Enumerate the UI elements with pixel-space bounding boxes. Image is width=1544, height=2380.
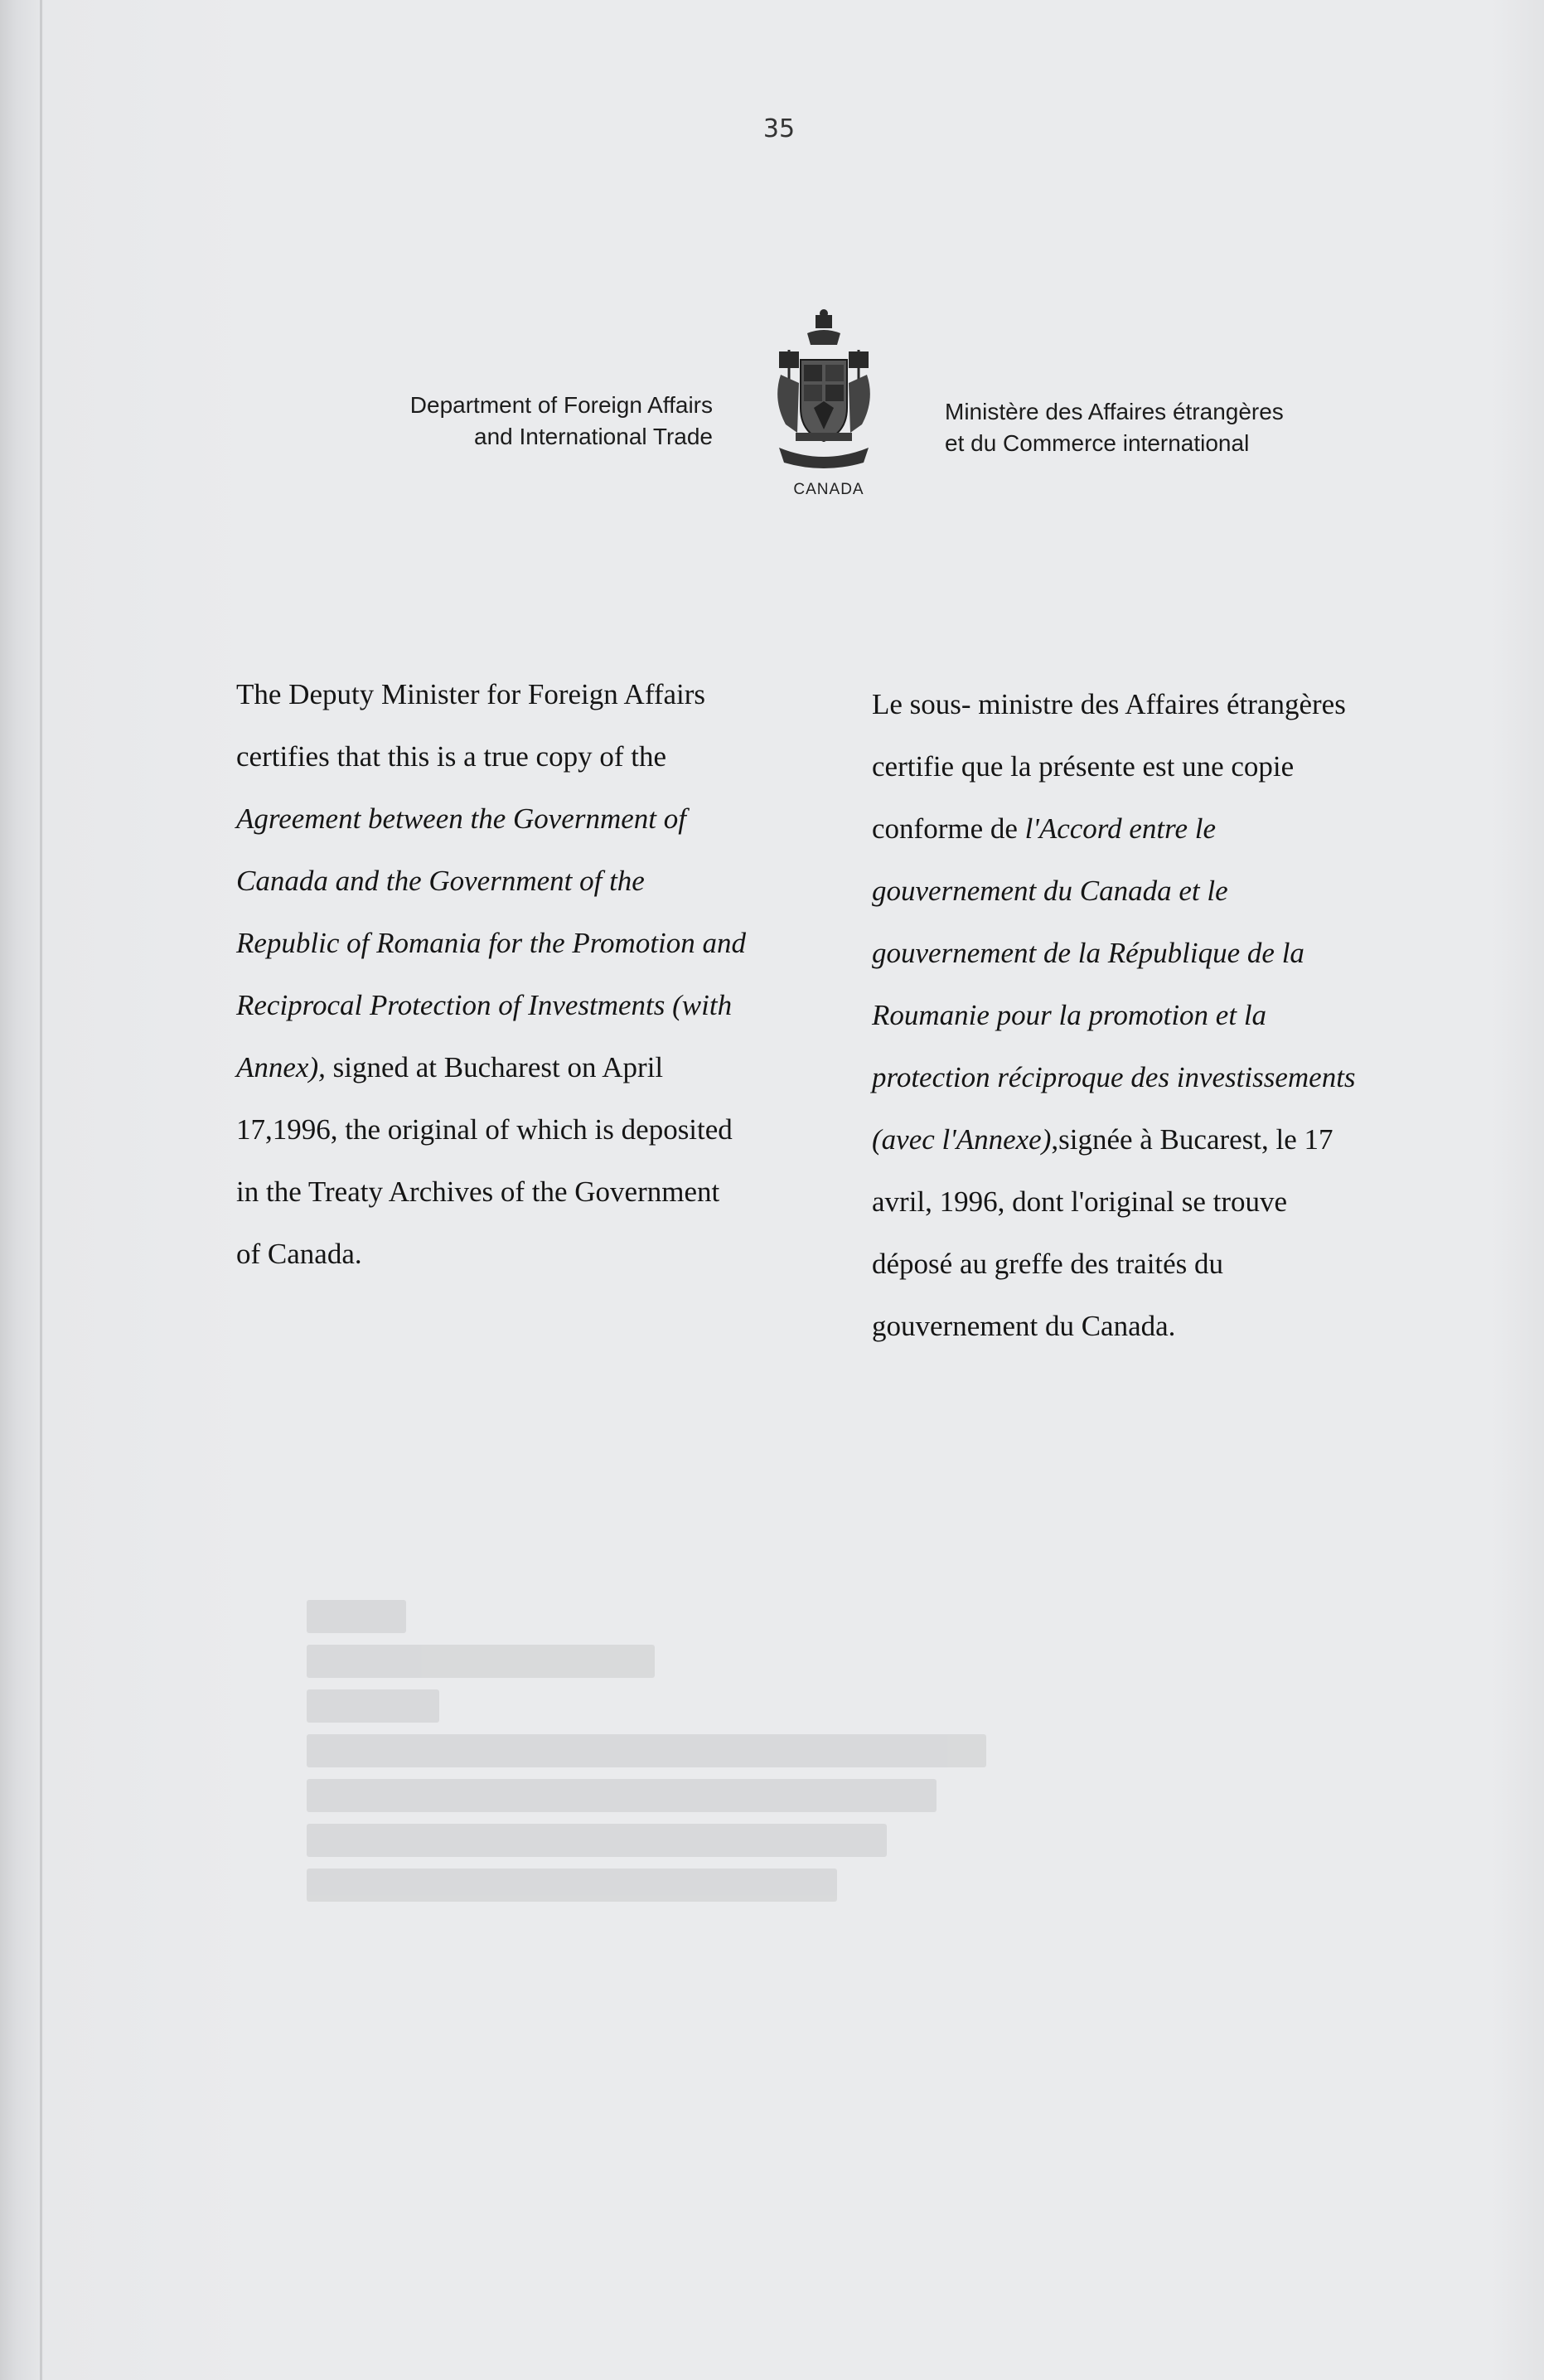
department-line: Department of Foreign Affairs — [409, 392, 713, 418]
crest-caption: CANADA — [793, 481, 864, 498]
text-line — [872, 1046, 1452, 1108]
agreement-title: Canada and the Government of the — [236, 865, 645, 897]
text-line — [872, 860, 1452, 922]
text-span: ,signée à Bucarest, le 17 — [1051, 1123, 1333, 1156]
agreement-title: Reciprocal Protection of Investments (with — [236, 989, 733, 1021]
text-line: The Deputy Minister for Foreign Affairs — [236, 678, 706, 710]
text-line — [872, 984, 1452, 1046]
agreement-title: Republic of Romania for the Promotion and — [236, 927, 747, 959]
text-line — [872, 1108, 1452, 1171]
text-line: in the Treaty Archives of the Government — [236, 1175, 720, 1208]
text-line — [872, 797, 1452, 860]
text-line: déposé au greffe des traités du — [872, 1248, 1224, 1280]
text-line: gouvernement du Canada. — [872, 1310, 1176, 1342]
text-line — [236, 912, 816, 974]
page-binding-edge — [40, 0, 42, 2380]
certification-english — [236, 663, 816, 1285]
text-line: certifies that this is a true copy of the — [236, 740, 667, 773]
text-line — [872, 922, 1452, 984]
coat-of-arms-icon — [771, 308, 877, 479]
agreement-title: gouvernement de la République de la — [872, 937, 1304, 969]
text-span: conforme de — [872, 812, 1025, 845]
bleed-through-shadow — [307, 1600, 1351, 2130]
department-name-french — [945, 396, 1376, 459]
text-line — [236, 788, 816, 850]
agreement-title: Agreement between the Government of — [236, 802, 686, 835]
certification-french — [872, 673, 1452, 1357]
text-line — [236, 850, 816, 912]
agreement-title: l'Accord entre le — [1024, 812, 1216, 845]
agreement-title: Roumanie pour la promotion et la — [872, 999, 1267, 1031]
text-line: avril, 1996, dont l'original se trouve — [872, 1185, 1288, 1218]
department-name-english — [298, 390, 713, 453]
page-number: 35 — [762, 114, 796, 143]
text-line: of Canada. — [236, 1238, 362, 1270]
department-line: et du Commerce international — [945, 430, 1250, 456]
text-line — [236, 974, 816, 1036]
text-line: Le sous- ministre des Affaires étrangères — [872, 688, 1346, 720]
text-line: 17,1996, the original of which is deposited — [236, 1113, 733, 1146]
text-line: certifie que la présente est une copie — [872, 750, 1295, 783]
department-line: Ministère des Affaires étrangères — [945, 399, 1284, 424]
agreement-title: gouvernement du Canada et le — [872, 875, 1228, 907]
agreement-title: Annex), — [236, 1051, 326, 1083]
agreement-title: protection réciproque des investissements — [872, 1061, 1356, 1093]
department-line: and International Trade — [474, 424, 713, 449]
text-span: signed at Bucharest on April — [325, 1051, 664, 1083]
text-line — [236, 1036, 816, 1098]
agreement-title: (avec l'Annexe) — [872, 1123, 1052, 1156]
